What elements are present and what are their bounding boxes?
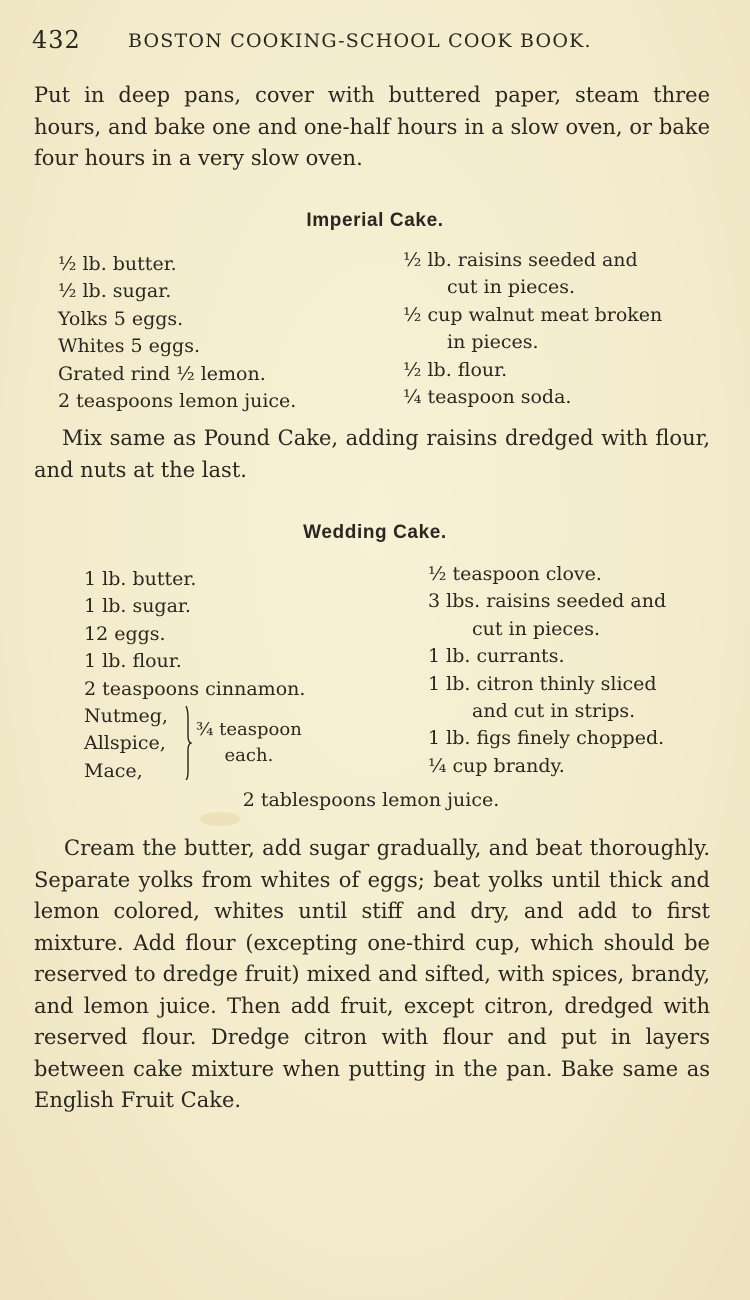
recipe-title-imperial-cake: Imperial Cake. — [306, 210, 444, 231]
spice-amount-line: ¾ teaspoon — [196, 719, 302, 740]
spice-group — [84, 703, 344, 787]
ingredient-item: ½ lb. butter. — [58, 253, 177, 275]
imperial-ingredients-left — [58, 251, 296, 415]
spice-item: Allspice, — [84, 732, 166, 755]
ingredient-item: 1 lb. citron thinly sliced — [428, 672, 657, 695]
ingredient-item: 1 lb. sugar. — [84, 595, 191, 618]
ingredient-item: ½ lb. flour. — [403, 358, 508, 381]
spice-item: Nutmeg, — [84, 705, 168, 727]
ingredient-item: 12 eggs. — [84, 622, 166, 645]
wedding-ingredients-right — [428, 561, 666, 780]
intro-paragraph: Put in deep pans, cover with buttered paper, steam three hours, and bake one and one-half hours in a slow oven, or bake four hours in a very slow oven. — [34, 83, 710, 170]
ingredient-item: ¼ cup brandy. — [428, 754, 565, 777]
spice-names — [84, 703, 168, 785]
imperial-ingredients-right — [403, 247, 662, 411]
ingredient-item-continuation: cut in pieces. — [472, 617, 601, 640]
wedding-ingredients-left — [84, 566, 305, 703]
spice-amount-line: each. — [224, 745, 274, 766]
ingredient-item: ½ teaspoon clove. — [428, 563, 602, 585]
ingredient-item: 2 teaspoons cinnamon. — [84, 677, 306, 700]
page-header — [32, 26, 722, 56]
ingredient-item: 1 lb. flour. — [84, 650, 182, 673]
ingredient-item-continuation: and cut in strips. — [472, 700, 636, 723]
wedding-cake-method: Cream the butter, add sugar gradually, and beat thoroughly. Separate yolks from whites of eggs; beat yolks until thick and lemon colored, whites until stiff and dry, and add to first mixture. Add flour (excepting one-third cup, which should be reserved to dredge fruit) mixed and sifted, with spices, brandy, and lemon juice. Then add fruit, except citron, dredged with reserved flour. Dredge citron with flour and put in layers between cake mixture when putting in the pan. Bake same as English Fruit Cake. — [34, 836, 710, 1112]
ingredient-item: ½ cup walnut meat broken — [403, 303, 663, 326]
ingredient-item: 2 tablespoons lemon juice. — [242, 789, 500, 811]
spice-item: Mace, — [84, 759, 143, 782]
ingredient-item: 1 lb. currants. — [428, 645, 565, 668]
ingredient-item: Whites 5 eggs. — [58, 335, 200, 358]
ingredient-item: Grated rind ½ lemon. — [58, 362, 266, 385]
ingredient-item-continuation: cut in pieces. — [447, 276, 576, 299]
ingredient-item: 1 lb. figs finely chopped. — [428, 727, 665, 750]
page-number: 432 — [32, 26, 81, 54]
ingredient-item: 3 lbs. raisins seeded and — [428, 590, 667, 613]
running-head: BOSTON COOKING-SCHOOL COOK BOOK. — [128, 30, 592, 52]
imperial-cake-method: Mix same as Pound Cake, adding raisins dredged with flour, and nuts at the last. — [34, 426, 710, 482]
ingredient-item: ¼ teaspoon soda. — [403, 386, 572, 409]
ingredient-item: ½ lb. raisins seeded and — [403, 249, 638, 271]
ingredient-item-continuation: in pieces. — [447, 331, 539, 354]
ingredient-item: ½ lb. sugar. — [58, 280, 172, 303]
ingredient-item: 2 teaspoons lemon juice. — [58, 390, 297, 413]
wedding-ingredient-center — [0, 787, 740, 814]
spice-amount — [196, 717, 302, 769]
brace-icon — [184, 706, 192, 780]
ingredient-item: Yolks 5 eggs. — [58, 307, 184, 330]
paper-stain — [200, 812, 240, 826]
recipe-title-wedding-cake: Wedding Cake. — [303, 522, 447, 543]
ingredient-item: 1 lb. butter. — [84, 568, 197, 590]
